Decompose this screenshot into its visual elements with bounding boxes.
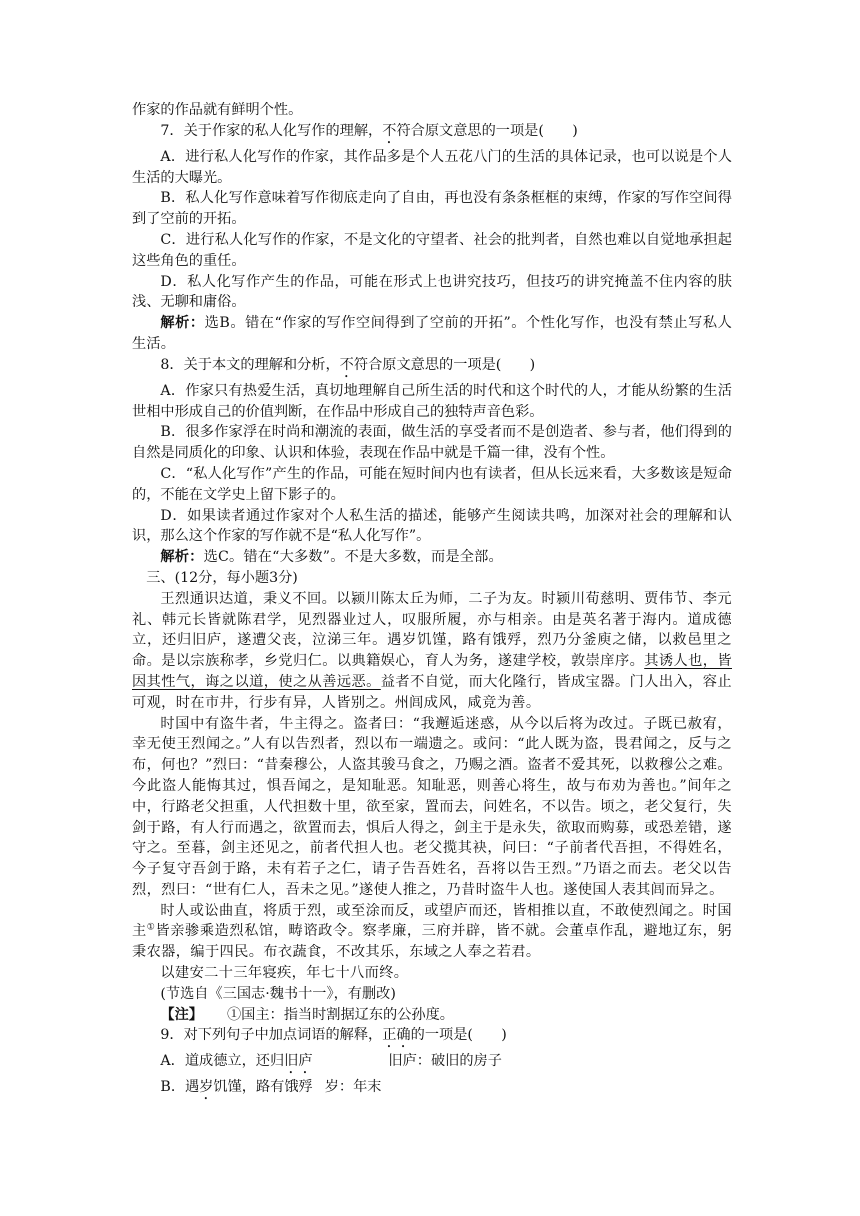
q9-emphasis: 正确 [382,1027,411,1044]
q8-stem: 8．关于本文的理解和分析，不符合原文意思的一项是( ) [160,356,536,373]
q9-a-keyword: 旧庐 [284,1053,313,1070]
q9-stem: 9．对下列句子中加点词语的解释，正确的一项是( ) [160,1027,507,1044]
q7-option-b: B．私人化写作意味着写作彻底走向了自由，再也没有条条框框的束缚，作家的写作空间得到了空前的开拓。 [132,190,732,228]
intro-tail: 作家的作品就有鲜明个性。 [132,102,303,118]
q7-option-a: A．进行私人化写作的作家，其作品多是个人五花八门的生活的具体记录，也可以说是个人生活的大曝光。 [132,148,732,186]
q9-option-b: B．遇岁饥馑，路有饿殍 岁：年末 [160,1079,382,1096]
q8-option-a: A．作家只有热爱生活，真切地理解自己所生活的时代和这个时代的人，才能从纷繁的生活世相中形成自己的价值判断，在作品中形成自己的独特声音色彩。 [132,382,732,420]
q7-option-c: C．进行私人化写作的作家，不是文化的守望者、社会的批判者，自然也难以自觉地承担起这些角色的重任。 [132,231,732,269]
document-page [132,100,732,1103]
passage-source: (节选自《三国志·魏书十一》，有删改) [160,985,396,1002]
q8-option-d: D．如果读者通过作家对个人私生活的描述，能够产生阅读共鸣，加深对社会的理解和认识，那么这个作家的写作就不是“私人化写作”。 [132,507,732,545]
footnote-marker: ① [146,922,156,933]
q9-b-keyword: 岁 [199,1079,214,1096]
underlined-sentence: 其诱人也，皆因其性气，诲之以道，使之从善远恶。 [132,653,732,690]
passage-paragraph-2: 时国中有盗牛者，牛主得之。盗者曰：“我邂逅迷惑，从今以后将为改过。子既已赦宥，幸无使王烈闻之。”人有以告烈者，烈以布一端遗之。或问：“此人既为盗，畏君闻之，反与之布，何也？”烈曰：“昔秦穆公，人盗其骏马食之，乃赐之酒。盗者不爱其死，以救穆公之难。今此盗人能悔其过，惧吾闻之，是知耻恶。知耻恶，则善心将生，故与布劝为善也。”间年之中，行路老父担重，人代担数十里，欲至家，置而去，问姓名，不以告。顷之，老父复行，失剑于路，有人行而遇之，欲置而去，惧后人得之，剑主于是永失，欲取而购募，或恐差错，遂守之。至暮，剑主还见之，前者代担人也。老父揽其袂，问曰：“子前者代吾担，不得姓名，今子复守吾剑于路，未有若子之仁，请子告吾姓名，吾将以告王烈。”乃语之而去。老父以告烈，烈曰：“世有仁人，吾未之见。”遂使人推之，乃昔时盗牛人也。遂使国人表其闾而异之。 [132,715,732,898]
q8-emphasis: 不 [339,356,354,373]
passage-paragraph-3: 时人或讼曲直，将质于烈，或至涂而反，或望庐而还，皆相推以直，不敢使烈闻之。时国主①皆亲骖乘造烈私馆，畴谘政令。察孝廉，三府并辟，皆不就。会董卓作乱，避地辽东，躬秉农器，编于四民。布衣蔬食，不改其乐，东域之人奉之若君。 [132,902,732,961]
q8-option-b: B．很多作家浮在时尚和潮流的表面，做生活的享受者而不是创造者、参与者，他们得到的自然是同质化的印象、认识和体验，表现在作品中就是千篇一律，没有个性。 [132,424,732,462]
q8-option-c: C．“私人化写作”产生的作品，可能在短时间内也有读者，但从长远来看，大多数该是短命的，不能在文学史上留下影子的。 [132,465,732,503]
section3-heading: 三、(12分，每小题3分) [146,569,298,586]
q7-option-d: D．私人化写作产生的作品，可能在形式上也讲究技巧，但技巧的讲究掩盖不住内容的肤浅、无聊和庸俗。 [132,273,732,311]
q7-stem: 7．关于作家的私人化写作的理解，不符合原文意思的一项是( ) [160,122,578,139]
q7-analysis: 解析：选B。错在“作家的写作空间得到了空前的开拓”。个性化写作，也没有禁止写私人生活。 [132,315,732,352]
q8-analysis: 解析：选C。错在“大多数”。不是大多数，而是全部。 [160,549,503,566]
passage-paragraph-1: 王烈通识达道，秉义不回。以颍川陈太丘为师，二子为友。时颍川荀慈明、贾伟节、李元礼、韩元长皆就陈君学，见烈器业过人，叹服所履，亦与相亲。由是英名著于海内。道成德立，还归旧庐，遂遭父丧，泣涕三年。遇岁饥馑，路有饿殍，烈乃分釜庾之储，以救邑里之命。是以宗族称孝，乡党归仁。以典籍娱心，育人为务，遂建学校，敦崇庠序。其诱人也，皆因其性气，诲之以道，使之从善远恶。益者不自觉，而大化隆行，皆成宝器。门人出入，容止可观，时在市井，行步有异，人皆别之。州闾成风，咸竞为善。 [132,590,732,711]
q9-option-a: A．道成德立，还归旧庐 旧庐：破旧的房子 [160,1053,502,1070]
passage-paragraph-4: 以建安二十三年寝疾，年七十八而终。 [160,965,409,982]
q7-emphasis: 不 [382,122,397,139]
passage-note: 【注】 ①国主：指当时割据辽东的公孙度。 [160,1006,454,1023]
